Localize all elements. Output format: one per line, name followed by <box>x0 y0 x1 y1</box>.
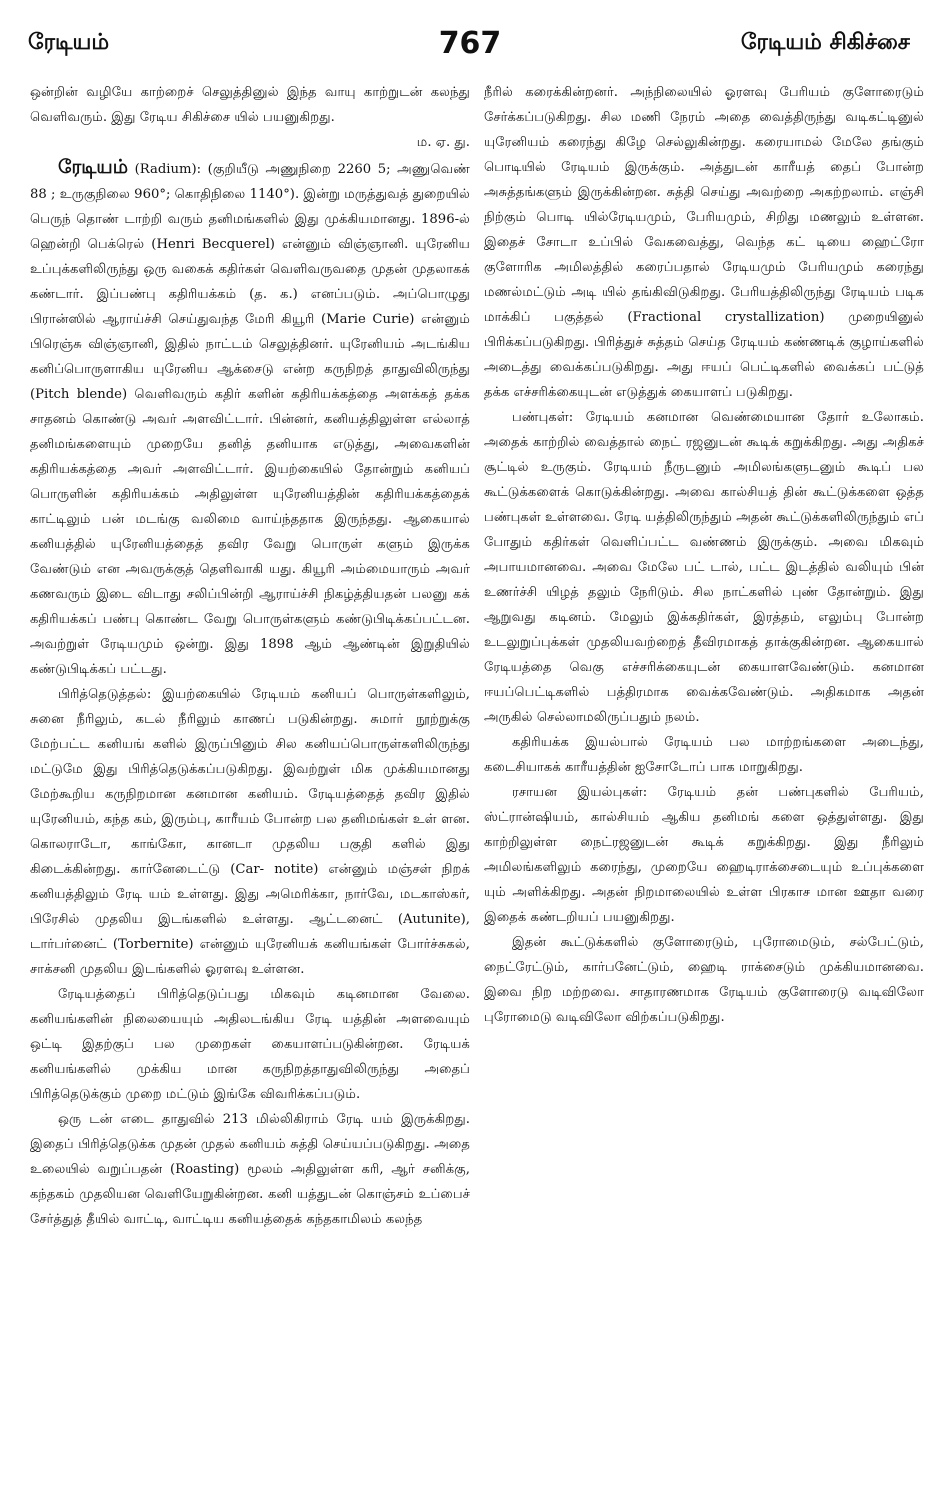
left-signature-row <box>30 130 470 155</box>
radium-entry-text: (Radium): (குறியீடு அணுநிறை 2260 5; அணுவெண் 88 ; உருகுநிலை 960°; கொதிநிலை 1140°). இன்று மருத்துவத் துறையில் பெருந் தொண் டாற்றி வரும் தனிமங்களில் இது முக்கியமானது. 1896-ல் ஹென்றி பெக்ரெல் (Henri Becquerel) என்னும் விஞ்ஞானி. யுரேனிய உப்புக்களிலிருந்து ஒரு வகைக் கதிர்கள் வெளிவருவதை முதன் முதலாகக் கண்டார். இப்பண்பு கதிரியக்கம் (த. க.) எனப்படும். அப்பொழுது பிரான்ஸில் ஆராய்ச்சி செய்துவந்த மேரி கியூரி (Marie Curie) என்னும் பிரெஞ்சு விஞ்ஞானி, இதில் நாட்டம் செலுத்தினர். யுரேனியம் அடங்கிய கனிப்பொருளாகிய யுரேனிய ஆக்சைடு என்ற கருநிறத் தாதுவிலிருந்து (Pitch blende) வெளிவரும் கதிர் களின் கதிரியக்கத்தை அளக்கத் தக்க சாதனம் கொண்டு அவர் அளவிட்டார். பின்னர், கனியத்திலுள்ள எல்லாத் தனிமங்களையும் முறையே தனித் தனியாக எடுத்து, அவைகளின் கதிரியக்கத்தை அவர் அளவிட்டார். இயற்கையில் தோன்றும் கனியப் பொருளின் கதிரியக்கம் அதிலுள்ள யுரேனியத்தின் கதிரியக்கத்தைக் காட்டிலும் பன் மடங்கு வலிமை வாய்ந்ததாக இருந்தது. ஆகையால் கனியத்தில் யுரேனியத்தைத் தவிர வேறு பொருள் களும் இருக்க வேண்டும் என அவருக்குத் தெளிவாகி யது. கியூரி அம்மையாரும் அவர் கணவரும் இடை விடாது சலிப்பின்றி ஆராய்ச்சி நிகழ்த்தியதன் பலனு கக் கதிரியக்கப் பண்பு கொண்ட வேறு பொருள்களும் கண்டுபிடிக்கப்பட்டன. அவற்றுள் ரேடியமும் ஒன்று. இது 1898 ஆம் ஆண்டின் இறுதியில் கண்டுபிடிக்கப் பட்டது. <box>30 162 470 677</box>
page-number: 767 <box>438 26 502 61</box>
radium-entry <box>30 155 470 682</box>
author-initials: ம. ஏ. து. <box>416 135 470 150</box>
left-paragraph-ore: ஒரு டன் எடை தாதுவில் 213 மில்லிகிராம் ரேடி யம் இருக்கிறது. இதைப் பிரித்தெடுக்க முதன் முதல் கனியம் சுத்தி செய்யப்படுகிறது. அதை உலையில் வறுப்பதன் (Roasting) மூலம் அதிலுள்ள கரி, ஆர் சனிக்கு, கந்தகம் முதலியன வெளியேறுகின்றன. கனி யத்துடன் கொஞ்சம் உப்பைச் சேர்த்துத் தீயில் வாட்டி, வாட்டிய கனியத்தைக் கந்தகாமிலம் கலந்த <box>30 1112 470 1227</box>
left-paragraph-method: ரேடியத்தைப் பிரித்தெடுப்பது மிகவும் கடினமான வேலை. கனியங்களின் நிலையையும் அதிலடங்கிய ரேடி யத்தின் அளவையும் ஒட்டி இதற்குப் பல முறைகள் கையாளப்படுகின்றன. ரேடியக் கனியங்களில் முக்கிய மான கருநிறத்தாதுவிலிருந்து அதைப் பிரித்தெடுக்கும் முறை மட்டும் இங்கே விவரிக்கப்படும். <box>30 987 470 1102</box>
header-left-title: ரேடியம் <box>28 30 110 55</box>
right-paragraph-decay: கதிரியக்க இயல்பால் ரேடியம் பல மாற்றங்களை அடைந்து, கடைசியாகக் காரீயத்தின் ஐசோடோப் பாக மாறுகிறது. <box>484 735 924 775</box>
right-paragraph-properties: பண்புகள்: ரேடியம் கனமான வெண்மையான தோர் உலோகம். அதைக் காற்றில் வைத்தால் நைட் ரஜனுடன் கூடிக் கறுக்கிறது. அது அதிகச் சூட்டில் உருகும். ரேடியம் நீருடனும் அமிலங்களுடனும் கூடிப் பல கூட்டுக்களைக் கொடுக்கின்றது. அவை கால்சியத் தின் கூட்டுக்களை ஒத்த பண்புகள் உள்ளவை. ரேடி யத்திலிருந்தும் அதன் கூட்டுக்களிலிருந்தும் எப் போதும் கதிர்கள் வெளிப்பட்ட வண்ணம் இருக்கும். அவை மிகவும் அபாயமானவை. அவை மேலே பட் டால், பட்ட இடத்தில் வலியும் பின் உணர்ச்சி யிழத் தலும் நேரிடும். சில நாட்களில் புண் தோன்றும். இது ஆறுவது கடினம். மேலும் இக்கதிர்கள், இரத்தம், எலும்பு போன்ற உடலுறுப்புக்கள் முதலியவற்றைத் தீவிரமாகத் தாக்குகின்றன. ஆகையால் ரேடியத்தை வெகு எச்சரிக்கையுடன் கையாளவேண்டும். கனமான ஈயப்பெட்டிகளில் பத்திரமாக வைக்கவேண்டும். அதிகமாக அதன் அருகில் செல்லாமலிருப்பதும் நலம். <box>484 410 924 725</box>
header-right-title: ரேடியம் சிகிச்சை <box>740 30 910 55</box>
left-paragraph-1: ஒன்றின் வழியே காற்றைச் செலுத்தினுல் இந்த வாயு காற்றுடன் கலந்து வெளிவரும். இது ரேடிய சிகிச்சை யில் பயனுகிறது. <box>30 85 470 125</box>
left-column <box>30 80 470 1232</box>
headword-radium: ரேடியம் <box>58 156 129 178</box>
right-paragraph-compounds: இதன் கூட்டுக்களில் குளோரைடும், புரோமைடும், சல்பேட்டும், நைட்ரேட்டும், கார்பனேட்டும், ஹைடி ராக்சைடும் முக்கியமானவை. இவை நிற மற்றவை. சாதாரணமாக ரேடியம் குளோரைடு வடிவிலோ புரோமைடு வடிவிலோ விற்கப்படுகிறது. <box>484 935 924 1025</box>
right-paragraph-chemical: ரசாயன இயல்புகள்: ரேடியம் தன் பண்புகளில் பேரியம், ஸ்ட்ரான்ஷியம், கால்சியம் ஆகிய தனிமங் களை ஒத்துள்ளது. இது காற்றிலுள்ள நைட்ரஜனுடன் கூடிக் கறுக்கிறது. இது நீரிலும் அமிலங்களிலும் கரைந்து, முறையே ஹைடிராக்சைடையும் உப்புக்களை யும் அளிக்கிறது. அதன் நிறமாலையில் உள்ள பிரகாச மான ஊதா வரை இதைக் கண்டறியப் பயனுகிறது. <box>484 785 924 925</box>
right-paragraph-1: நீரில் கரைக்கின்றனர். அந்நிலையில் ஓரளவு பேரியம் குளோரைடும் சேர்க்கப்படுகிறது. சில மணி நேரம் அதை வைத்திருந்து வடிகட்டினுல் யுரேனியம் கரைந்து கிழே செல்லுகின்றது. கரையாமல் மேலே தங்கும் பொடியில் ரேடியம் இருக்கும். அத்துடன் காரீயத் தைப் போன்ற அசுத்தங்களும் இருக்கின்றன. சுத்தி செய்து அவற்றை அகற்றலாம். எஞ்சி நிற்கும் பொடி யில்ரேடியமும், பேரியமும், சிறிது மணலும் உள்ளன. இதைச் சோடா உப்பில் வேகவைத்து, வெந்த கட் டியை ஹைட்ரோ குளோரிக அமிலத்தில் கரைப்பதால் ரேடியமும் பேரியமும் கரைந்து மணல்மட்டும் அடி யில் தங்கிவிடுகிறது. பேரியத்திலிருந்து ரேடியம் படிக மாக்கிப் பகுத்தல் (Fractional crystallization) முறையினுல் பிரிக்கப்படுகிறது. பிரித்துச் சுத்தம் செய்த ரேடியம் கண்ணடிக் குழாய்களில் அடைத்து வைக்கப்படுகிறது. அது ஈயப் பெட்டிகளில் வைக்கப் பட்டுத் தக்க எச்சரிக்கையுடன் எடுத்துக் கையாளப் படுகிறது. <box>484 85 924 400</box>
page-header <box>0 0 940 70</box>
right-column <box>484 80 924 1030</box>
left-paragraph-extraction: பிரித்தெடுத்தல்: இயற்கையில் ரேடியம் கனியப் பொருள்களிலும், சுனை நீரிலும், கடல் நீரிலும் காணப் படுகின்றது. சுமார் நூற்றுக்கு மேற்பட்ட கனியங் களில் இருப்பினும் சில கனியப்பொருள்களிலிருந்து மட்டுமே இது பிரித்தெடுக்கப்படுகிறது. இவற்றுள் மிக முக்கியமானது மேற்கூறிய கருநிறமான கனமான கனியம். ரேடியத்தைத் தவிர இதில் யுரேனியம், கந்த கம், இரும்பு, காரீயம் போன்ற பல தனிமங்கள் உள் ளன. கொலராடோ, காங்கோ, கானடா முதலிய பகுதி களில் இது கிடைக்கின்றது. கார்னேடைட்டு (Car- notite) என்னும் மஞ்சள் நிறக் கனியத்திலும் ரேடி யம் உள்ளது. இது அமெரிக்கா, நார்வே, மடகாஸ்கர், பிரேசில் முதலிய இடங்களில் உள்ளது. ஆட்டனைட் (Autunite), டார்பர்னைட் (Torbernite) என்னும் யுரேனியக் கனியங்கள் போர்ச்சுகல், சாக்சனி முதலிய இடங்களில் ஓரளவு உள்ளன. <box>30 687 470 977</box>
